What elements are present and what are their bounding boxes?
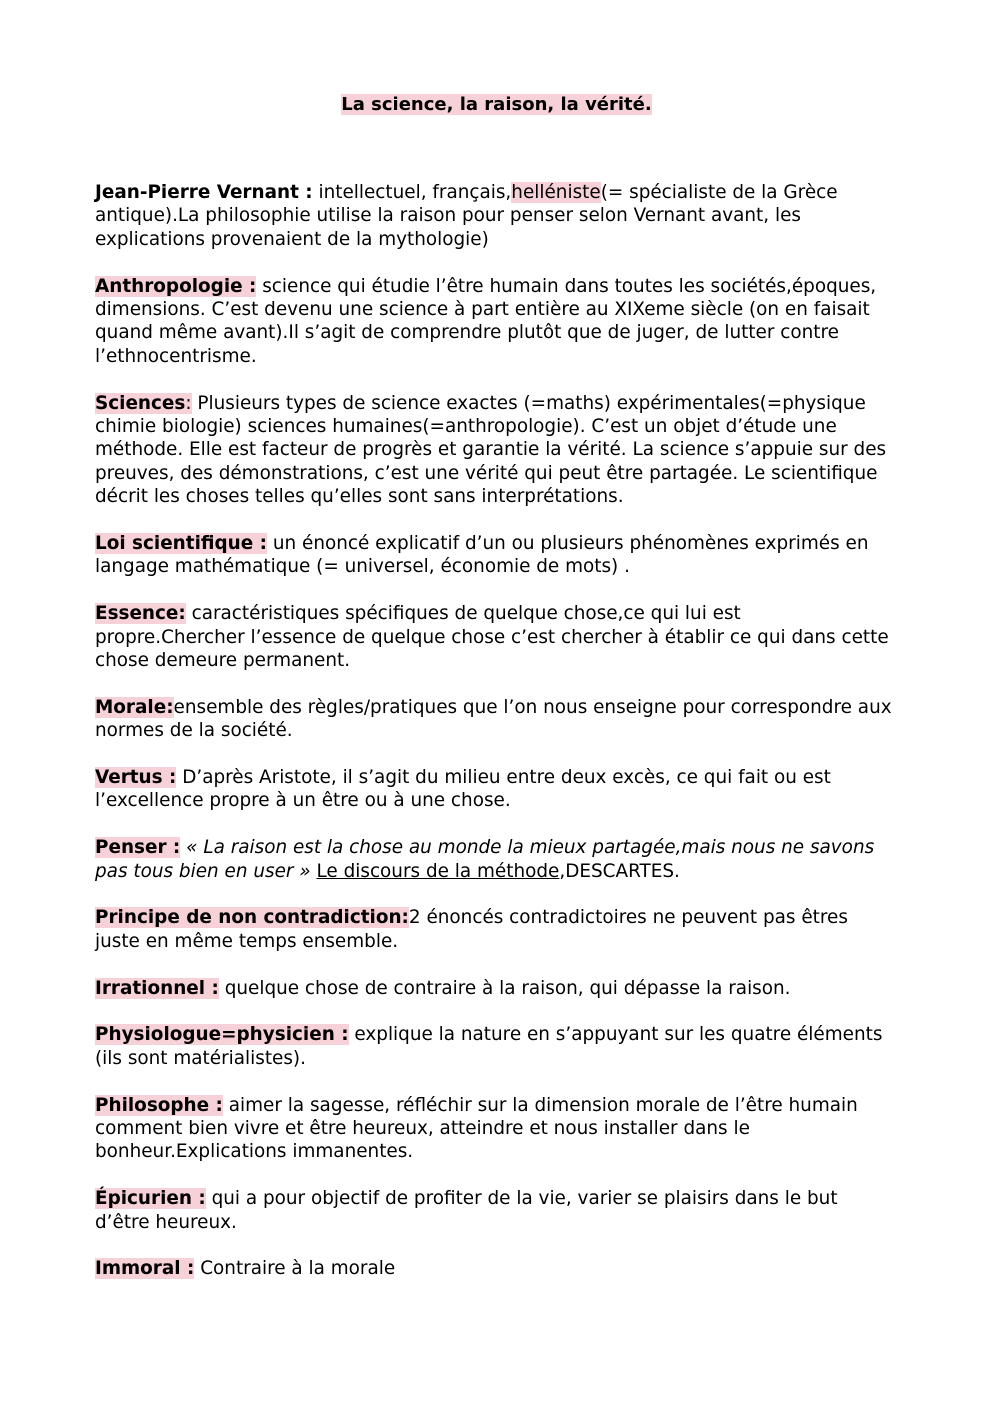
entry-text: quelque chose de contraire à la raison, qui dépasse la raison. bbox=[218, 977, 791, 999]
document-body bbox=[95, 181, 895, 1304]
entry-immoral bbox=[95, 1257, 895, 1280]
entry-vertus bbox=[95, 766, 895, 813]
entry-loi-scientifique bbox=[95, 532, 895, 579]
entry-text: 2 énoncés contradictoires ne peuvent pas êtres juste en même temps ensemble. bbox=[95, 907, 848, 952]
entry-penser bbox=[95, 836, 895, 883]
entry-term: Épicurien : bbox=[95, 1188, 206, 1210]
entry-term: Jean-Pierre Vernant : bbox=[95, 182, 313, 203]
entry-text: intellectuel, français, bbox=[312, 182, 512, 203]
entry-term: Philosophe : bbox=[95, 1094, 223, 1116]
entry-term: Anthropologie : bbox=[95, 275, 257, 297]
entry-epicurien bbox=[95, 1187, 895, 1234]
entry-physiologue bbox=[95, 1023, 895, 1070]
entry-sciences bbox=[95, 392, 895, 509]
entry-text: explique la nature en s’appuyant sur les quatre éléments (ils sont matérialistes). bbox=[95, 1024, 883, 1069]
title-wrap bbox=[0, 93, 993, 117]
entry-term: Sciences bbox=[95, 392, 186, 414]
entry-term: Irrationnel : bbox=[95, 977, 219, 999]
entry-term: Loi scientifique : bbox=[95, 533, 267, 555]
entry-text: D’après Aristote, il s’agit du milieu entre deux excès, ce qui fait ou est l’excellence propre à un être ou à une chose. bbox=[95, 767, 831, 812]
entry-text: un énoncé explicatif d’un ou plusieurs phénomènes exprimés en langage mathématique (= universel, économie de mots) . bbox=[95, 533, 869, 578]
entry-term: Immoral : bbox=[95, 1258, 195, 1280]
entry-irrationnel bbox=[95, 977, 895, 1000]
entry-text: (= spécialiste de la Grèce antique).La philosophie utilise la raison pour penser selon Vernant avant, les explications provenaient de la mythologie) bbox=[95, 182, 838, 250]
entry-text: Contraire à la morale bbox=[194, 1258, 396, 1280]
entry-text: aimer la sagesse, réfléchir sur la dimension morale de l’être humain comment bien vivre et être heureux, atteindre et nous installer dans le bonheur.Explications immanentes. bbox=[95, 1094, 858, 1163]
entry-colon: : bbox=[185, 392, 192, 414]
entry-text: caractéristiques spécifiques de quelque chose,ce qui lui est propre.Chercher l’essence de quelque chose c’est chercher à établir ce qui dans cette chose demeure permanent. bbox=[95, 603, 889, 672]
entry-text: ensemble des règles/pratiques que l’on nous enseigne pour correspondre aux normes de la société. bbox=[95, 696, 892, 742]
entry-book-title: Le discours de la méthode bbox=[316, 860, 560, 882]
entry-quote: « La raison est la chose au monde la mieux partagée,mais nous ne savons pas tous bien en user » bbox=[95, 837, 875, 882]
entry-text: qui a pour objectif de profiter de la vie, varier se plaisirs dans le but d’être heureux. bbox=[95, 1188, 838, 1233]
entry-term: Vertus : bbox=[95, 767, 177, 789]
entry-text: science qui étudie l’être humain dans toutes les sociétés,époques, dimensions. C’est devenu une science à part entière au XIXeme siècle (on en faisait quand même avant).Il s’agit de comprendre plutôt que de juger, de lutter contre l’ethnocentrisme. bbox=[95, 275, 877, 367]
entry-text: Plusieurs types de science exactes (=maths) expérimentales(=physique chimie biologie) sciences humaines(=anthropologie). C’est un objet d’étude une méthode. Elle est facteur de progrès et garantie la vérité. La science s’appuie sur des preuves, des démonstrations, c’est une vérité qui peut être partagée. Le scientifique décrit les choses telles qu’elles sont sans interprétations. bbox=[95, 392, 887, 508]
entry-philosophe bbox=[95, 1094, 895, 1164]
entry-term: Essence: bbox=[95, 603, 186, 625]
page-title: La science, la raison, la vérité. bbox=[341, 94, 652, 115]
entry-term: Penser : bbox=[95, 837, 181, 859]
entry-term: Morale: bbox=[95, 696, 174, 718]
entry-principe-non-contradiction bbox=[95, 906, 895, 953]
entry-term: Physiologue=physicien : bbox=[95, 1024, 349, 1046]
entry-author: ,DESCARTES. bbox=[559, 860, 680, 882]
entry-anthropologie bbox=[95, 275, 895, 369]
entry-morale bbox=[95, 696, 895, 743]
entry-essence bbox=[95, 602, 895, 672]
highlighted-word: helléniste bbox=[511, 182, 601, 203]
entry-term: Principe de non contradiction: bbox=[95, 907, 409, 929]
entry-jean-pierre-vernant bbox=[95, 181, 895, 251]
